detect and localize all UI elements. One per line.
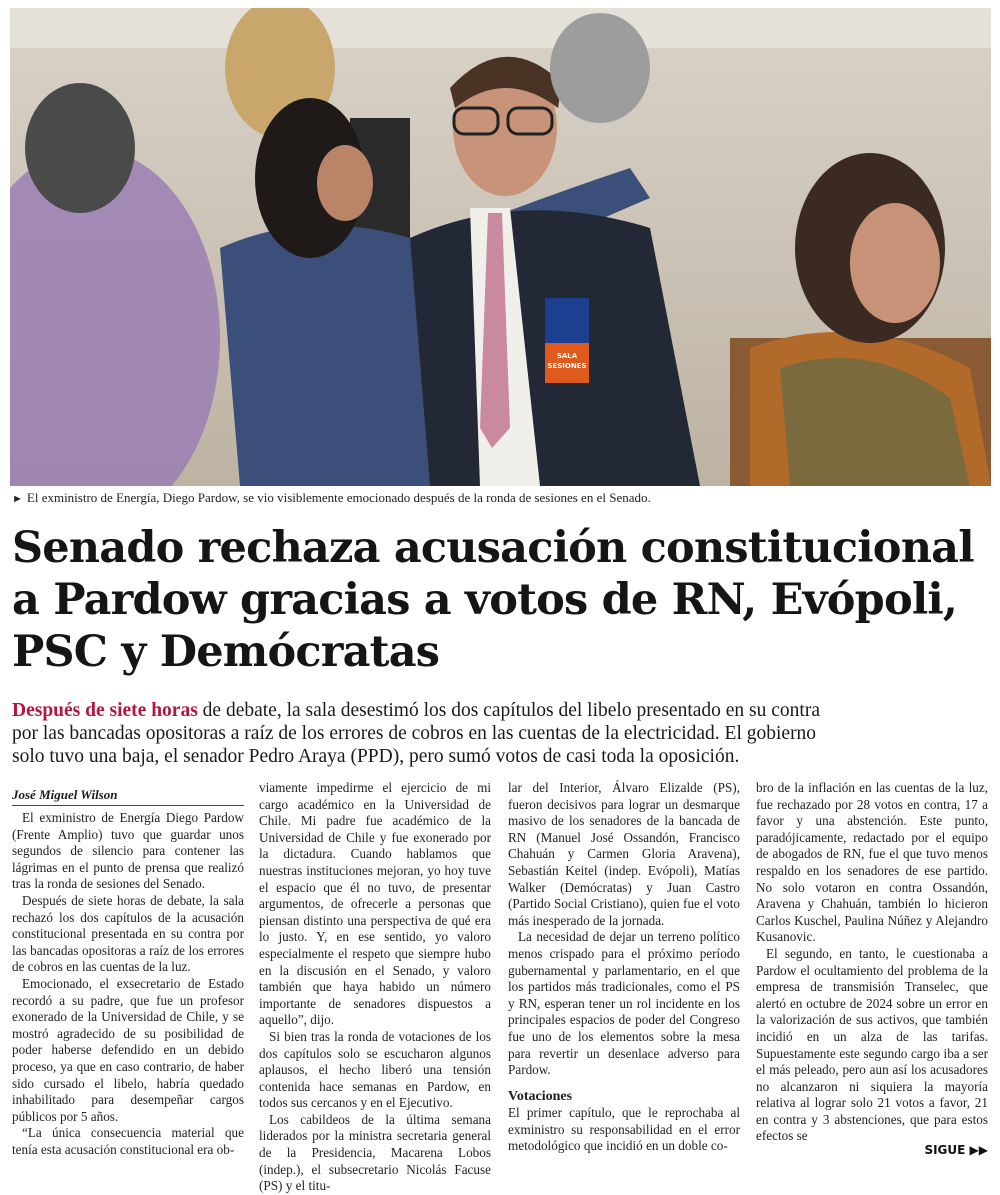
column-4 [756, 780, 988, 1145]
paragraph: Si bien tras la ronda de votaciones de los dos capítulos solo se escucharon algunos aplausos, el hecho liberó una tensión contenida hace semanas en Pardow, en todos sus cercanos y en el Ejecutivo. [259, 1028, 491, 1111]
paragraph: bro de la inflación en las cuentas de la luz, fue rechazado por 28 votos en contra, 17 a favor y una abstención. Este punto, paradójicamente, redactado por el equipo de abogados de RN, fue el que tuvo menos respaldo en los senadores de ese partido. No solo votaron en contra Ossandón, Aravena y Chahuán, también lo hicieron Carlos Kuschel, Paulina Núñez y Alejandro Kusanovic. [756, 780, 988, 945]
paragraph: viamente impedirme el ejercicio de mi cargo académico en la Universidad de Chile. Mi padre fue académico de la Universidad de Chile y fue exonerado por la dictadura. Cuando hablamos que nuestras instituciones mejoran, yo hoy tuve el espacio que él no tuvo, de presentar argumentos, de ofrecerle a personas que piensan distinto una perspectiva de qué era lo justo. Y, en ese sentido, yo valoro especialmente el respeto que siempre hubo en la discusión en el Senado, y valoro también que haya habido un número importante de senadores dispuestos a aquello”, dijo. [259, 780, 491, 1028]
lede [12, 699, 842, 768]
continue-label: SIGUE ▶▶ [924, 1143, 988, 1157]
paragraph: El exministro de Energía Diego Pardow (Frente Amplio) tuvo que guardar unos segundos de silencio para contener las lágrimas en el punto de prensa que realizó tras la ronda de sesiones del Senado. [12, 810, 244, 892]
paragraph: “La única consecuencia material que tenía esta acusación constitucional era ob- [12, 1125, 244, 1157]
column-2 [259, 780, 491, 1195]
caption-text: El exministro de Energía, Diego Pardow, se vio visiblemente emocionado después de la ronda de sesiones en el Senado. [26, 490, 651, 505]
paragraph: Después de siete horas de debate, la sala rechazó los dos capítulos de la acusación constitucional presentada en su contra por las bancadas opositoras a raíz de los errores de cobros en las cuentas de la luz. [12, 892, 244, 975]
lede-text: de debate, la sala desestimó los dos capítulos del libelo presentado en su contra por las bancadas opositoras a raíz de los errores de cobros en las cuentas de la electricidad. El gobierno solo tuvo una baja, el senador Pedro Araya (PPD), pero sumó votos de casi toda la oposición. [12, 700, 820, 767]
paragraph: El segundo, en tanto, le cuestionaba a Pardow el ocultamiento del problema de la empresa de transmisión Transelec, que alertó en octubre de 2024 sobre un error en la valorización de sus activos, que también incidió en un alza de las tarifas. Supuestamente este segundo cargo iba a ser el más peleado, pero aun así los acusadores no alcanzaron ni siquiera la mayoría relativa al lograr solo 21 votos a favor, 21 en contra y 3 abstenciones, que para estos efectos se [756, 945, 988, 1144]
badge-line2: SESIONES [547, 362, 587, 370]
badge-line1: SALA [556, 352, 578, 360]
caption-arrow-icon: ► [12, 493, 23, 505]
lede-accent: Después de siete horas [12, 700, 198, 721]
column-1 [12, 810, 244, 1158]
headline: Senado rechaza acusación constitucional a Pardow gracias a votos de RN, Evópoli, PSC y Demócratas [12, 523, 974, 677]
photo-caption [12, 490, 987, 506]
byline: José Miguel Wilson [12, 787, 244, 806]
news-photo [10, 8, 991, 486]
column-3 [508, 780, 740, 1155]
paragraph: Los cabildeos de la última semana liderados por la ministra secretaria general de la Presidencia, Macarena Lobos (indep.), el subsecretario Nicolás Facuse (PS) y el titu- [259, 1111, 491, 1194]
paragraph: lar del Interior, Álvaro Elizalde (PS), fueron decisivos para lograr un desmarque masivo de los senadores de la bancada de RN (Manuel José Ossandón, Francisco Chahuán y Carmen Gloria Aravena), Sebastián Keitel (indep. Evópoli), Matías Walker (Demócratas) y Juan Castro (Partido Social Cristiano), quien fue el voto más inesperado de la jornada. [508, 780, 740, 928]
paragraph: El primer capítulo, que le reprochaba al exministro su responsabilidad en el error metodológico que incidió en un doble co- [508, 1105, 740, 1154]
photo-illustration [10, 8, 991, 486]
paragraph: La necesidad de dejar un terreno político menos crispado para el próximo período gubernamental y parlamentario, en el que los partidos más tradicionales, como el PS y RN, esperan tener un rol incidente en los principales espacios de poder del Congreso fue uno de los elementos sobre la mesa para revertir un desenlace adverso para Pardow. [508, 929, 740, 1078]
subhead-votaciones: Votaciones [508, 1088, 573, 1104]
paragraph: Emocionado, el exsecretario de Estado recordó a su padre, que fue un profesor exonerado de la Universidad de Chile, y se mostró agradecido de su posibilidad de poder haberse defendido en un debido proceso, ya que en caso contrario, de haber sido cursado el libelo, habría quedado inhabilitado para desempeñar cargos públicos por 5 años. [12, 975, 244, 1124]
